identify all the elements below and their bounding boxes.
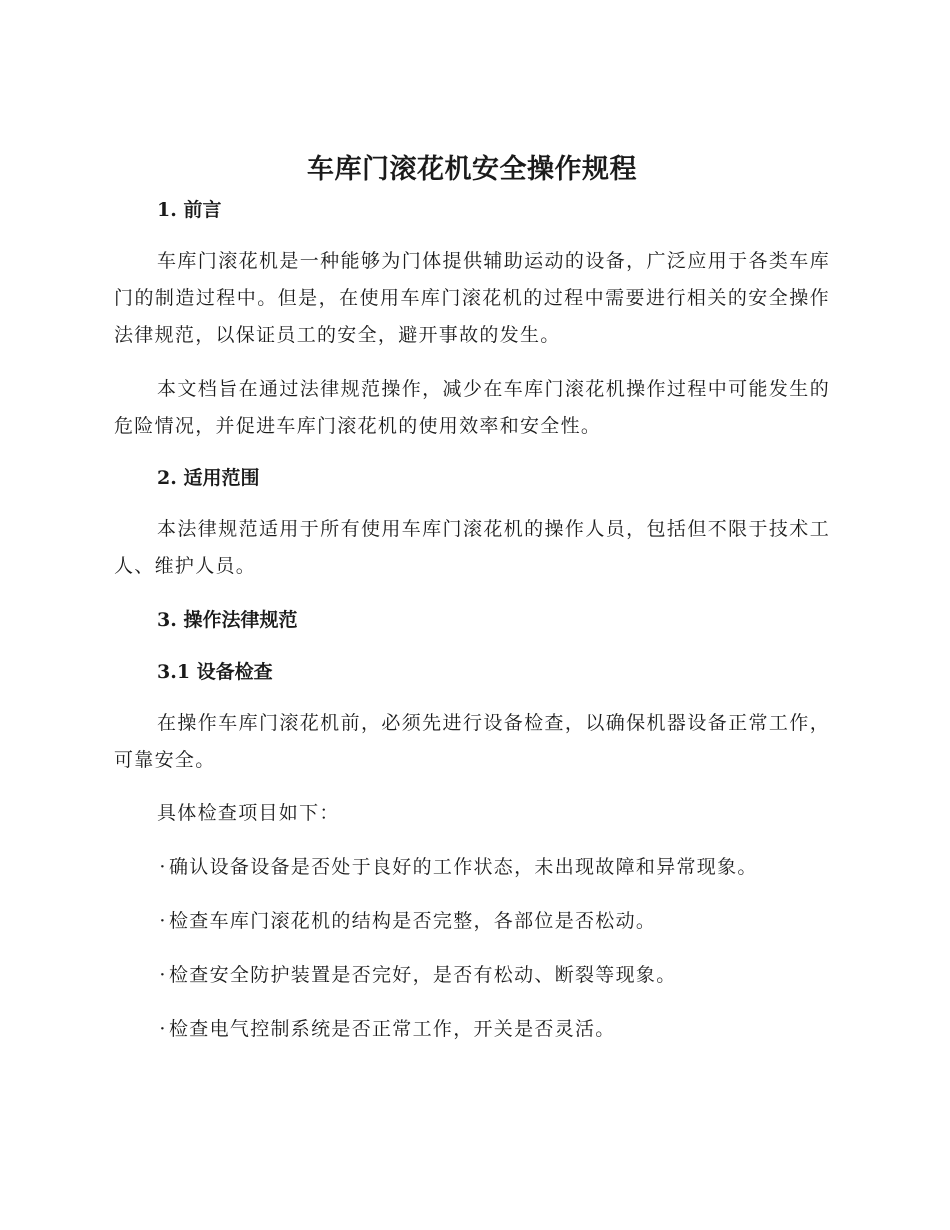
checklist-item xyxy=(114,906,656,936)
section-1-paragraph-1: 车库门滚花机是一种能够为门体提供辅助运动的设备，广泛应用于各类车库门的制造过程中。但是，在使用车库门滚花机的过程中需要进行相关的安全操作法律规范，以保证员工的安全，避开事故的发生。 xyxy=(114,250,830,346)
section-heading-2: 2. 适用范围 xyxy=(157,467,260,489)
checklist-item-text: 检查车库门滚花机的结构是否完整，各部位是否松动。 xyxy=(169,910,657,932)
checklist-item-text: 检查安全防护装置是否完好，是否有松动、断裂等现象。 xyxy=(169,964,677,986)
document-title: 车库门滚花机安全操作规程 xyxy=(307,154,637,185)
checklist-item-text: 检查电气控制系统是否正常工作，开关是否灵活。 xyxy=(169,1018,616,1040)
document-page xyxy=(114,150,830,1040)
bullet-icon: · xyxy=(159,856,167,878)
checklist-item-text: 确认设备设备是否处于良好的工作状态，未出现故障和异常现象。 xyxy=(169,856,758,878)
section-2-paragraph-1: 本法律规范适用于所有使用车库门滚花机的操作人员，包括但不限于技术工人、维护人员。 xyxy=(114,518,830,577)
bullet-icon: · xyxy=(159,910,167,932)
section-heading-3-1: 3.1 设备检查 xyxy=(157,661,273,683)
section-3-1-paragraph-1: 在操作车库门滚花机前，必须先进行设备检查，以确保机器设备正常工作，可靠安全。 xyxy=(114,712,830,771)
bullet-icon: · xyxy=(159,964,167,986)
section-heading-3: 3. 操作法律规范 xyxy=(157,609,298,631)
section-1-paragraph-2: 本文档旨在通过法律规范操作，减少在车库门滚花机操作过程中可能发生的危险情况，并促进车库门滚花机的使用效率和安全性。 xyxy=(114,378,830,437)
checklist-item xyxy=(114,1014,616,1044)
checklist-item xyxy=(114,960,677,990)
bullet-icon: · xyxy=(159,1018,167,1040)
section-heading-1: 1. 前言 xyxy=(157,199,222,221)
section-3-1-paragraph-2: 具体检查项目如下： xyxy=(157,802,340,824)
checklist-item xyxy=(114,852,758,882)
